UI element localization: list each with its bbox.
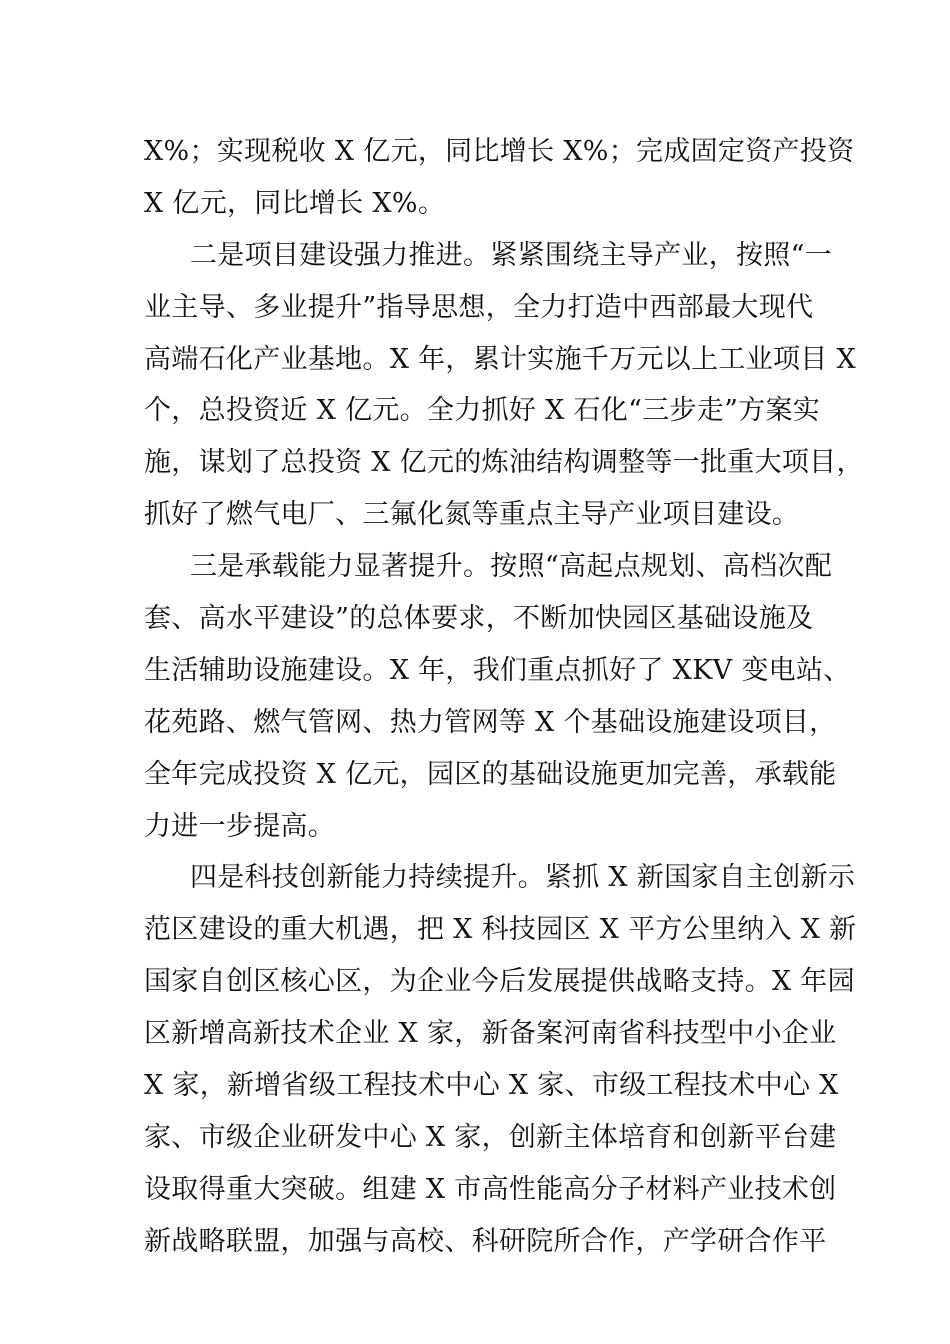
text-line: 生活辅助设施建设。X 年，我们重点抓好了 XKV 变电站、 <box>144 654 851 686</box>
text-line: 家、市级企业研发中心 X 家，创新主体培育和创新平台建 <box>144 1121 837 1153</box>
text-line: X 家，新增省级工程技术中心 X 家、市级工程技术中心 X <box>144 1070 839 1102</box>
text-line: X%；实现税收 X 亿元，同比增长 X%；完成固定资产投资 <box>144 136 855 167</box>
text-line: 设取得重大突破。组建 X 市高性能高分子材料产业技术创 <box>144 1173 837 1205</box>
text-line: 抓好了燃气电厂、三氟化氮等重点主导产业项目建设。 <box>144 499 800 531</box>
text-line: 力进一步提高。 <box>144 810 336 842</box>
paragraph-first-line: 二是项目建设强力推进。紧紧围绕主导产业，按照“一 <box>190 239 833 271</box>
paragraph-first-line: 三是承载能力显著提升。按照“高起点规划、高档次配 <box>190 551 833 583</box>
text-line: 区新增高新技术企业 X 家，新备案河南省科技型中小企业 <box>144 1018 837 1050</box>
document-body <box>144 126 864 1268</box>
text-line: X 亿元，同比增长 X%。 <box>144 187 446 219</box>
text-line: 新战略联盟，加强与高校、科研院所合作，产学研合作平 <box>144 1225 827 1257</box>
paragraph-first-line: 四是科技创新能力持续提升。紧抓 X 新国家自主创新示 <box>190 862 856 894</box>
text-line: 高端石化产业基地。X 年，累计实施千万元以上工业项目 X <box>144 343 857 375</box>
text-line: 花苑路、燃气管网、热力管网等 X 个基础设施建设项目， <box>144 706 837 738</box>
text-line: 国家自创区核心区，为企业今后发展提供战略支持。X 年园 <box>144 966 855 998</box>
text-line: 套、高水平建设”的总体要求，不断加快园区基础设施及 <box>144 603 814 635</box>
text-line: 业主导、多业提升”指导思想，全力打造中西部最大现代 <box>144 291 814 323</box>
text-line: 全年完成投资 X 亿元，园区的基础设施更加完善，承载能 <box>144 758 837 790</box>
text-line: 个，总投资近 X 亿元。全力抓好 X 石化“三步走”方案实 <box>144 395 821 427</box>
text-line: 施，谋划了总投资 X 亿元的炼油结构调整等一批重大项目， <box>144 447 864 479</box>
text-line: 范区建设的重大机遇，把 X 科技园区 X 平方公里纳入 X 新 <box>144 914 857 946</box>
